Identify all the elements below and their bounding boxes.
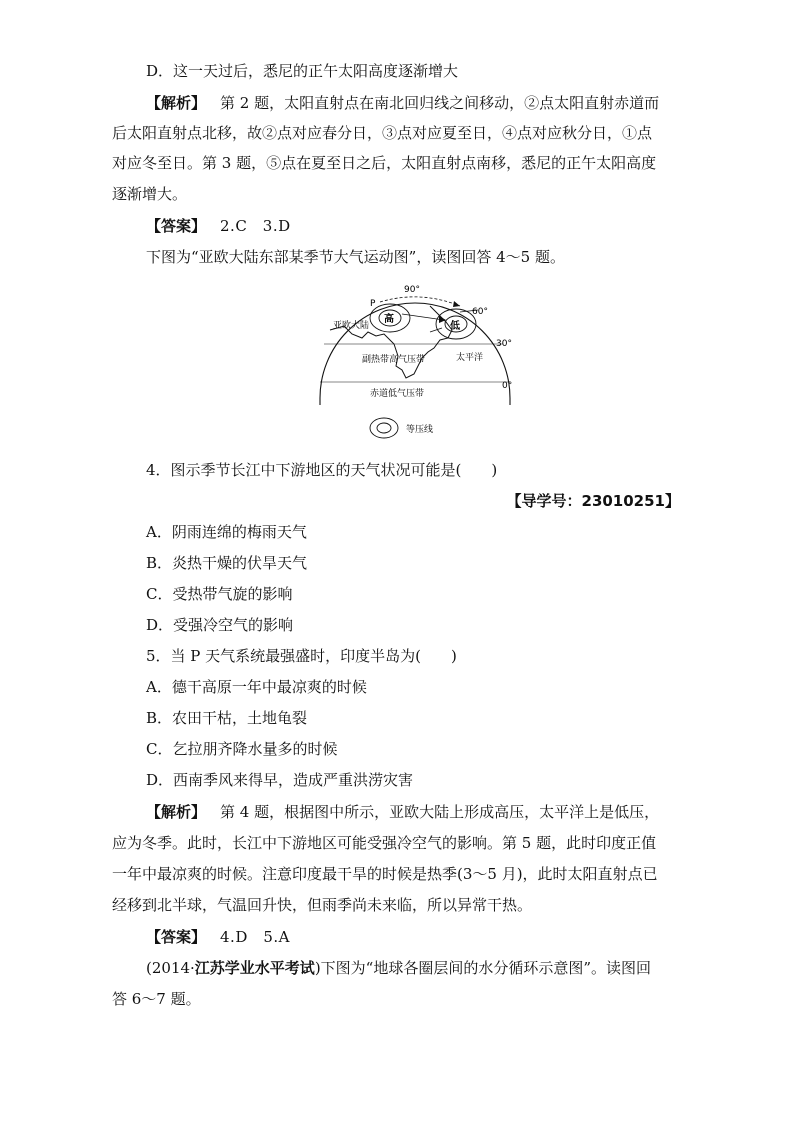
analysis-tag: 【解析】 bbox=[146, 803, 207, 821]
lat-60-label: 60° bbox=[472, 307, 488, 317]
guide-number: 【导学号：23010251】 bbox=[506, 492, 680, 510]
subtropical-high-label: 副热带高气压带 bbox=[362, 355, 426, 365]
analysis-text: 第 4 题，根据图中所示，亚欧大陆上形成高压，太平洋上是低压， bbox=[220, 803, 660, 821]
airflow-dashed-arrow bbox=[380, 297, 460, 306]
question-4-option-c: C．受热带气旋的影响 bbox=[146, 585, 293, 603]
isobar-legend-label: 等压线 bbox=[406, 425, 434, 435]
globe-outline bbox=[320, 303, 513, 398]
analysis-tag: 【解析】 bbox=[146, 94, 207, 112]
figure-intro-6-7-line-1 bbox=[146, 958, 651, 978]
lat-0-label: 0° bbox=[502, 381, 513, 391]
source-prefix: (2014· bbox=[146, 959, 195, 977]
intro-text: )下图为“地球各圈层间的水分循环示意图”。读图回 bbox=[314, 959, 652, 977]
question-5-option-b: B．农田干枯，土地龟裂 bbox=[146, 709, 308, 727]
lat-90-label: 90° bbox=[404, 285, 420, 295]
answer-tag: 【答案】 bbox=[146, 928, 207, 946]
analysis-text: 第 2 题，太阳直射点在南北回归线之间移动，②点太阳直射赤道而 bbox=[220, 94, 660, 112]
question-5-option-c: C．乞拉朋齐降水量多的时候 bbox=[146, 740, 338, 758]
equatorial-low-label: 赤道低气压带 bbox=[370, 389, 425, 399]
lat-30-label: 30° bbox=[496, 339, 512, 349]
question-5-option-a: A．德干高原一年中最凉爽的时候 bbox=[146, 678, 367, 696]
answer-tag: 【答案】 bbox=[146, 217, 207, 235]
analysis-block-1-line-3: 对应冬至日。第 3 题，⑤点在夏至日之后，太阳直射点南移，悉尼的正午太阳高度 bbox=[112, 154, 657, 172]
arrowhead bbox=[453, 301, 460, 307]
analysis-block-1-line-2: 后太阳直射点北移，故②点对应春分日，③点对应夏至日，④点对应秋分日，①点 bbox=[112, 124, 653, 142]
analysis-block-1-line-4: 逐渐增大。 bbox=[112, 185, 188, 203]
answer-value: 2.C 3.D bbox=[220, 217, 291, 235]
analysis-block-2-line-3: 一年中最凉爽的时候。注意印度最干旱的时候是热季(3～5 月)，此时太阳直射点已 bbox=[112, 865, 658, 883]
answer-block-2 bbox=[146, 927, 290, 947]
analysis-block-2-line-2: 应为冬季。此时，长江中下游地区可能受强冷空气的影响。第 5 题，此时印度正值 bbox=[112, 834, 657, 852]
analysis-block-2-line-1 bbox=[146, 802, 659, 822]
p-system-label: P bbox=[370, 299, 376, 309]
question-5-option-d: D．西南季风来得早，造成严重洪涝灾害 bbox=[146, 771, 414, 789]
question-4-stem: 4．图示季节长江中下游地区的天气状况可能是( ) bbox=[146, 461, 498, 479]
question-4-option-d: D．受强冷空气的影响 bbox=[146, 616, 294, 634]
high-pressure-label: 高 bbox=[384, 314, 394, 325]
figure-intro-6-7-line-2: 答 6～7 题。 bbox=[112, 990, 201, 1008]
answer-value: 4.D 5.A bbox=[220, 928, 290, 946]
question-4-option-b: B．炎热干燥的伏旱天气 bbox=[146, 554, 308, 572]
question-3-option-d: D．这一天过后，悉尼的正午太阳高度逐渐增大 bbox=[146, 62, 459, 80]
low-pressure-label: 低 bbox=[450, 321, 460, 332]
pacific-label: 太平洋 bbox=[456, 353, 484, 363]
continent-label: 亚欧大陆 bbox=[333, 321, 370, 331]
atmospheric-motion-figure bbox=[310, 278, 520, 448]
figure-intro-text: 下图为“亚欧大陆东部某季节大气运动图”，读图回答 4～5 题。 bbox=[146, 248, 565, 266]
isobar-legend-icon bbox=[370, 418, 398, 438]
source-name: 江苏学业水平考试 bbox=[194, 959, 315, 977]
isobar-legend-icon-inner bbox=[377, 423, 391, 433]
question-5-stem: 5．当 P 天气系统最强盛时，印度半岛为( ) bbox=[146, 647, 457, 665]
airflow-arrow-2 bbox=[430, 328, 442, 332]
answer-block-1 bbox=[146, 216, 291, 236]
question-4-option-a: A．阴雨连绵的梅雨天气 bbox=[146, 523, 307, 541]
analysis-block-1-line-1 bbox=[146, 93, 659, 113]
analysis-block-2-line-4: 经移到北半球，气温回升快，但雨季尚未来临，所以异常干热。 bbox=[112, 896, 533, 914]
